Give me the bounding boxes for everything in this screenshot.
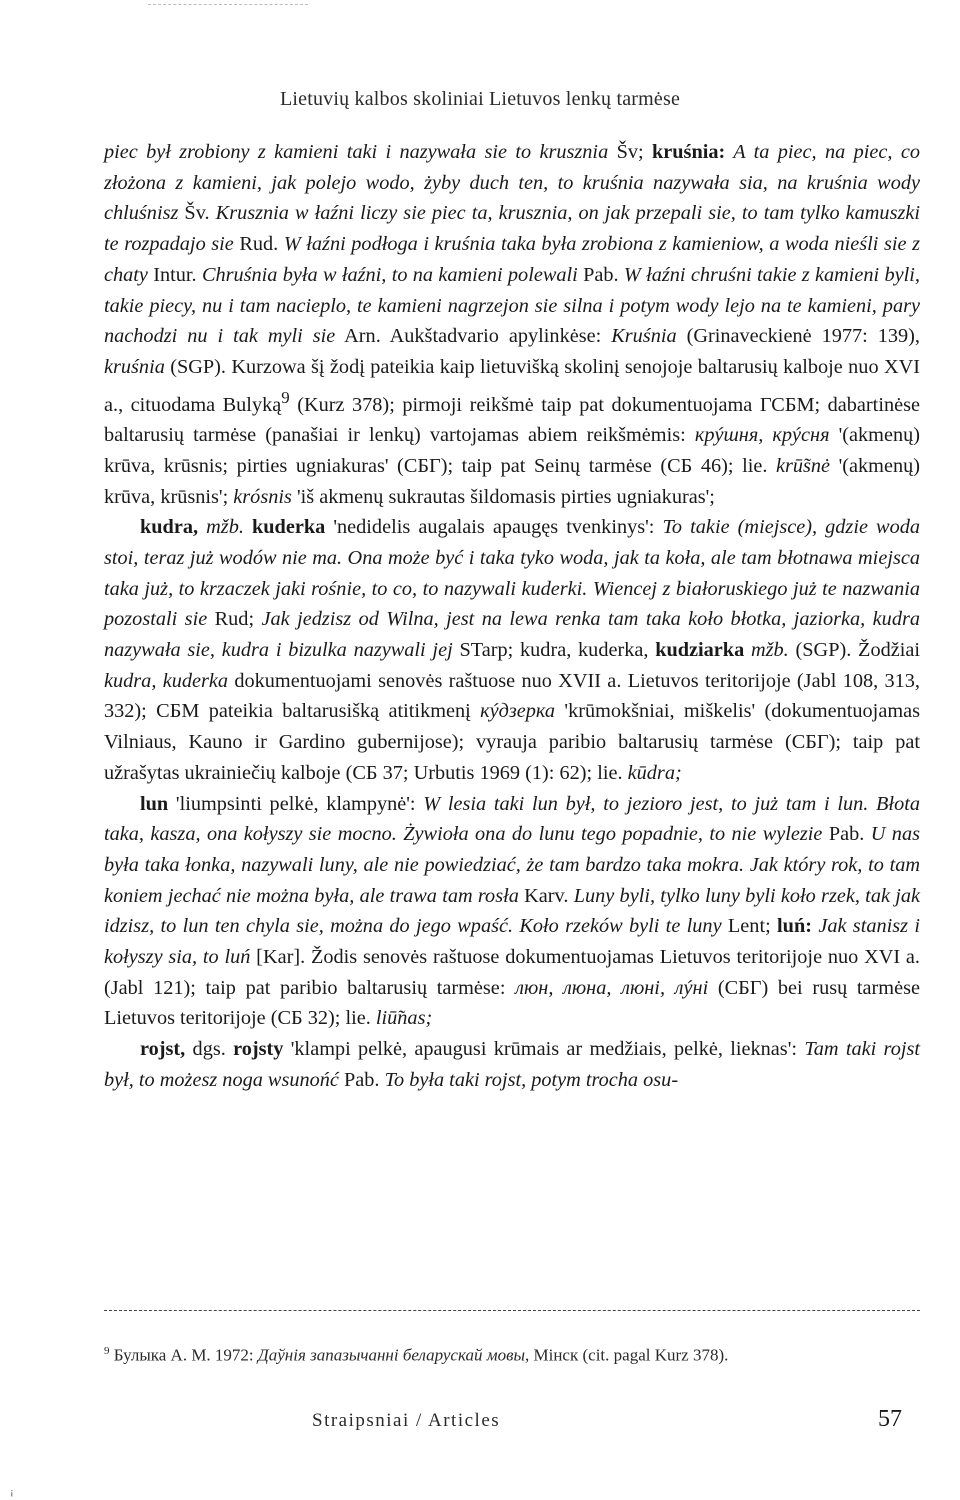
text-run: mžb. (198, 516, 244, 539)
text-run: lun (140, 792, 169, 815)
text-run: W łaźni chruśni takie z kamieni byli, takie piecy, nu i tam nacieplo, te kamieni nagrzejon sie silna i potym wody lejo na te kamieni, pary nachodzi nu i tak myli sie (104, 263, 920, 348)
entry-rojst (104, 1034, 920, 1095)
footnote-text-run: Булыка А. М. 1972: (109, 1345, 258, 1365)
footnote-text (110, 1346, 729, 1365)
text-run: W łaźni podłoga i kruśnia taka była zrobiona z kamieniow, a woda nieśli sie z chaty (104, 233, 920, 286)
text-run: kudziarka (655, 639, 745, 662)
text-run: Krusznia w łaźni liczy sie piec ta, krusznia, on jak przepali sie, to tam tylko kamuszki te rozpadajo sie (104, 202, 920, 256)
text-run: Pab. (338, 1068, 385, 1091)
text-run: (SGP). Žodžiai (788, 639, 920, 662)
text-run: STarp; kudra, kuderka, (452, 639, 656, 662)
text-run: 'iš akmenų sukrautas šildomasis pirties ugniakuras'; (291, 485, 715, 508)
text-run: krósnis (233, 485, 292, 508)
text-run: Luny byli, tylko luny byli koło rzek, tak jak idzisz, to lun ten chyla sie, można do jego wpaść. Koło rzeków byli te luny (104, 884, 921, 938)
text-run: Intur. (147, 263, 202, 286)
text-run: Šv. (178, 202, 216, 225)
text-run: dokumentuojami senovės raštuose nuo XVII a. Lietuvos teritorijoje (Jabl 108, 313, 332); СБМ pateikia baltarusišką atitikmenį (104, 669, 920, 723)
text-run: [Kar]. Žodis senovės raštuose dokumentuojamas Lietuvos teritorijoje nuo XVI a. (Jabl 121); taip pat paribio baltarusių tarmėse: (104, 946, 920, 999)
text-run: Rud. (233, 233, 284, 256)
text-run: A ta piec, na piec, co złożona z kamieni, jak polejo wodo, żyby duch ten, to kruśnia nazywała sia, na kruśnia wody chluśnisz (104, 141, 920, 225)
text-run: krū̃snė (775, 454, 831, 477)
text-run: To była taki rojst, potym trocha osu- (384, 1068, 679, 1091)
footnote (104, 1340, 920, 1367)
text-run: piec był zrobiony z kamieni taki i nazywała sie to krusznia (104, 141, 609, 163)
text-run: mžb. (744, 639, 789, 662)
text-run: 'nedidelis augalais apaugęs tvenkinys': (325, 516, 663, 539)
text-run: '(akmenų) krūva, krūsnis; pirties ugniakuras' (СБГ); taip pat Seinų tarmėse (СБ 46); lie. (104, 424, 920, 477)
text-run: rojst, (140, 1038, 186, 1061)
footnote-text-run: , Мінск (cit. pagal Kurz 378). (525, 1345, 729, 1365)
text-run: 'krūmokšniai, miškelis' (dokumentuojamas Vilniaus, Kauno ir Gardino gubernijose); vyrauja paribio baltarusių tarmėse (СБГ); taip pat užrašytas ukrainiečių kalboje (СБ 37; Urbutis 1969 (1): 62); lie. (104, 700, 920, 784)
text-run: Šv; (608, 141, 652, 163)
text-run: dgs. (185, 1038, 234, 1061)
text-run: kuderka (252, 516, 326, 539)
text-run: kudra, (140, 516, 199, 539)
text-run: W lesia taki lun był, to jezioro jest, to już tam i lun. Błota taka, kasza, ona kołyszy sie mocno. Żywioła ona do lunu tego popadnie, to nie wylezie (104, 792, 920, 846)
text-run: Lent; (721, 915, 778, 938)
scan-corner-mark: ¡ (10, 1488, 14, 1498)
text-run: (Grinaveckienė 1977: 139), (676, 325, 920, 348)
text-run: (СБГ) bei rusų tarmėse Lietuvos teritorijoje (СБ 32); lie. (104, 976, 920, 1030)
text-run: Rud; (207, 608, 262, 631)
text-run: liū̃nas; (375, 1007, 433, 1030)
text-run: luń: (777, 915, 812, 938)
footnote-separator (104, 1310, 920, 1312)
text-run: крýшня, крýсня (694, 424, 830, 447)
text-run: 'klampi pelkė, apaugusi krūmais ar medžiais, pelkė, lieknas': (283, 1038, 805, 1061)
text-run: (Kurz 378); pirmoji reikšmė taip pat dokumentuojama ГСБМ; dabartinėse baltarusių tarmėse (panašiai ir lenkų) vartojamas abiem reikšmėmis: (104, 393, 920, 447)
text-run: kudra, kuderka (104, 669, 229, 692)
footnote-text-run: Даўнія запазычанні беларускай мовы (257, 1345, 525, 1365)
page-number: 57 (878, 1406, 902, 1432)
text-run: Chruśnia była w łaźni, to na kamieni polewali (201, 263, 578, 286)
text-run: Jak stanisz i kołyszy sia, to luń (104, 915, 920, 969)
text-run: (SGP). Kurzowa šį žodį pateikia kaip lietuvišką skolinį senojoje baltarusių kalboje nuo XVI a., cituodama Bulyką (104, 355, 920, 416)
entry-kudra (104, 512, 920, 788)
text-run (244, 516, 252, 538)
text-run: люн, люна, люні, лýні (515, 976, 709, 999)
paragraph-krusnia (104, 137, 920, 512)
text-run: Pab. (577, 263, 624, 286)
text-run: Pab. (822, 823, 871, 846)
text-run: Karv. (518, 884, 574, 907)
text-run: kūdra; (627, 761, 682, 784)
text-run: Arn. Aukštadvario apylinkėse: (335, 325, 612, 348)
entry-lun (104, 789, 920, 1035)
running-head: Lietuvių kalbos skoliniai Lietuvos lenkų tarmėse (279, 88, 681, 110)
text-run: U nas była taka łonka, nazywali luny, ale nie powiedziać, że tam bardzo taka mokra. Jak który rok, to tam koniem jechać nie można była, ale trawa tam rosła (104, 823, 920, 907)
text-run: To takie (miejsce), gdzie woda stoi, teraz już wodów nie ma. Ona może być i taka tyko woda, jak ta koła, ale tam błotnawa miejsca taka już, to krzaczek jaki rośnie, to co, to nazywali kuderki. Wiencej z białoruskiego już te nazwania pozostali sie (104, 516, 920, 631)
text-run: 9 (281, 387, 290, 407)
text-run: Jak jedzisz od Wilna, jest na lewa renka tam taka koło błotka, jaziorka, kudra nazywała sie, kudra i bizulka nazywali jej (104, 608, 920, 662)
text-run: kruśnia: (652, 141, 726, 163)
footnote-number: 9 (104, 1345, 110, 1357)
text-run: kruśnia (104, 355, 165, 378)
footer-section-label: Straipsniai / Articles (312, 1410, 501, 1431)
text-run: кýдзерка (480, 700, 556, 723)
text-run: rojsty (233, 1038, 284, 1061)
text-run: 'liumpsinti pelkė, klampynė': (168, 792, 424, 815)
article-body (104, 137, 920, 1096)
top-dashed-rule (148, 4, 308, 6)
text-run: Tam taki rojst był, to możesz noga wsunońć (104, 1038, 920, 1091)
text-run: '(akmenų) krūva, krūsnis'; (104, 454, 920, 508)
text-run: Kruśnia (611, 325, 677, 348)
